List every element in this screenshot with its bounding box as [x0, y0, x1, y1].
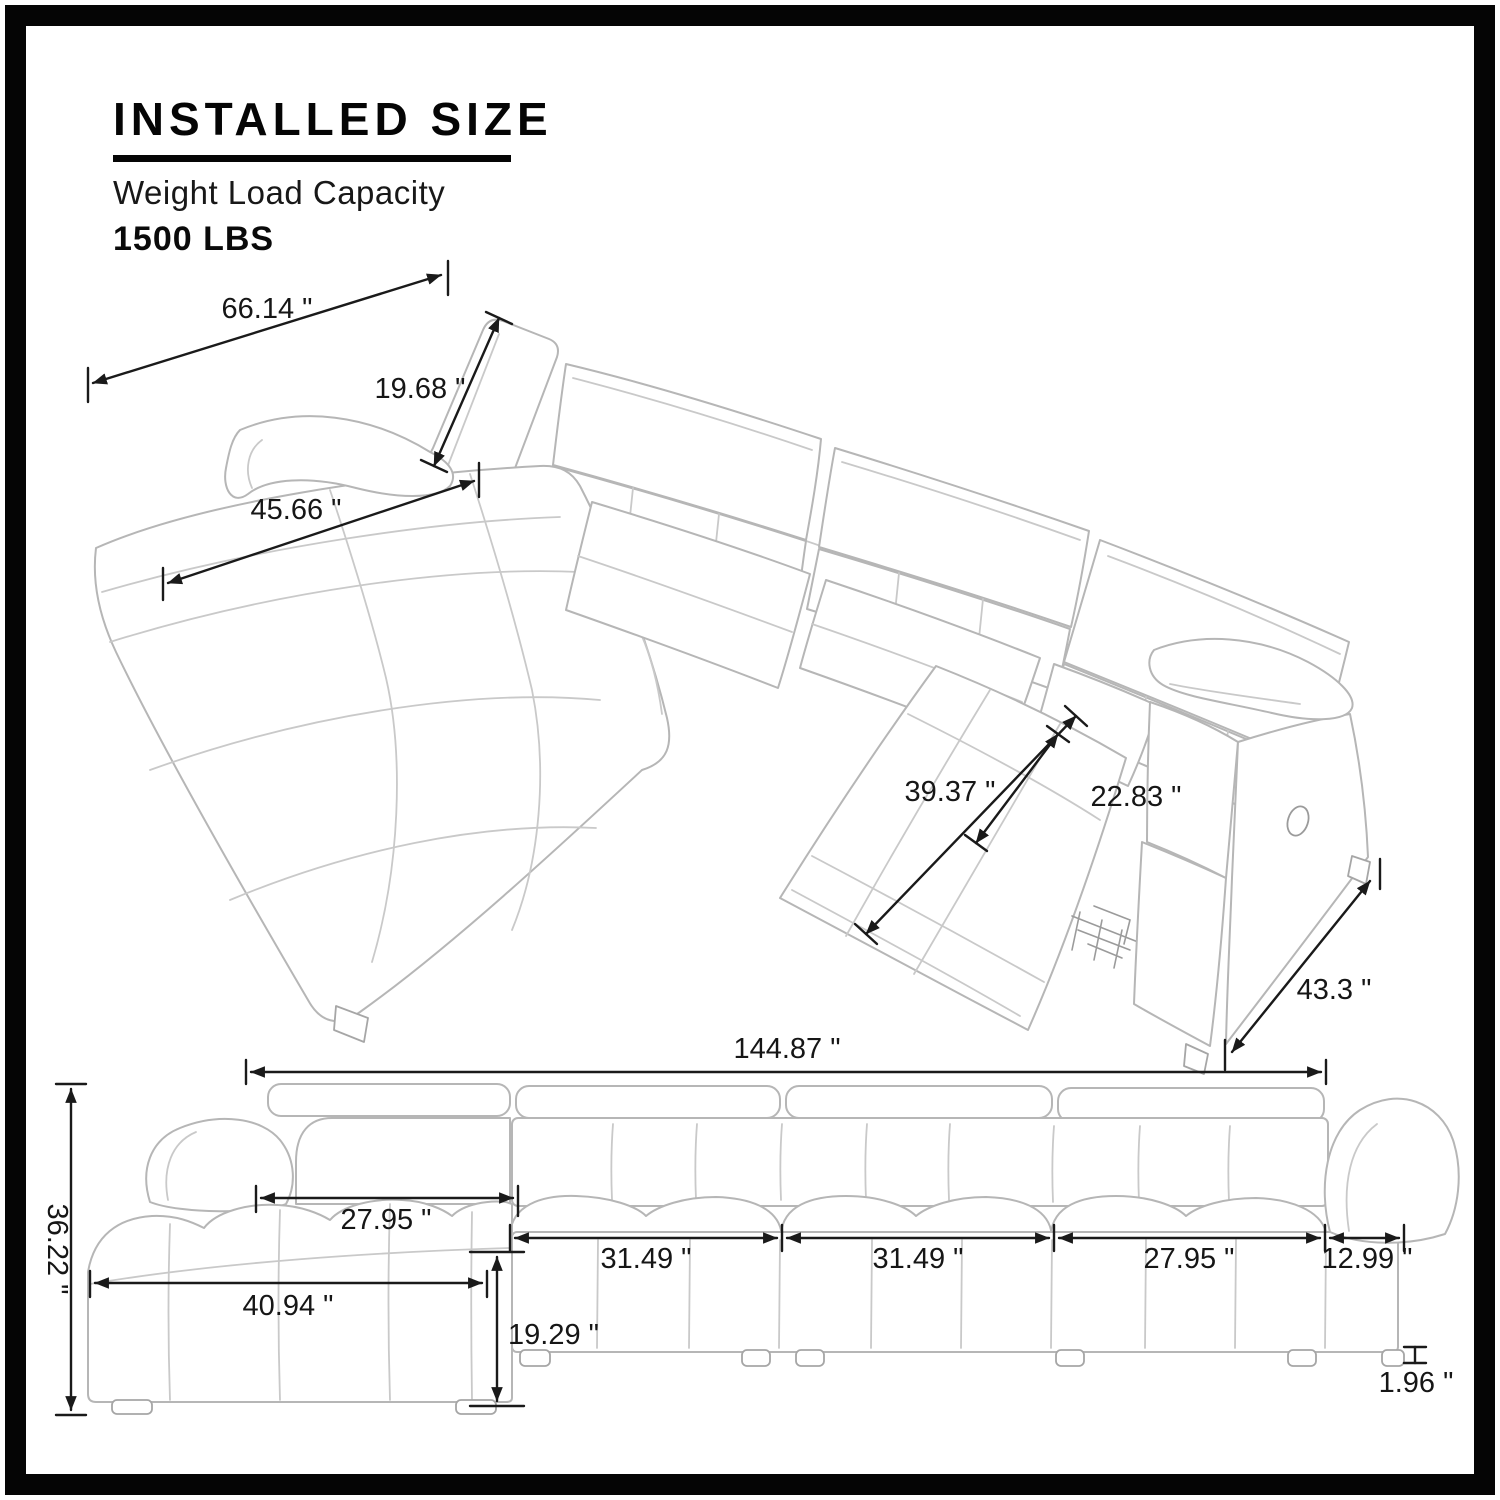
- capacity-value: 1500 LBS: [113, 220, 275, 259]
- dim-label-chaise-length: 45.66 ": [250, 494, 342, 526]
- front-chaise: [88, 1118, 512, 1414]
- dim-label-section-3: 27.95 ": [1143, 1243, 1235, 1275]
- dimension-overall-width-front: [246, 1033, 1326, 1084]
- chaise-top-view: [95, 416, 669, 1042]
- dim-label-chaise-total-width: 40.94 ": [242, 1290, 334, 1322]
- subtitle-weight-load-capacity: Weight Load Capacity: [113, 174, 446, 212]
- dim-label-backrest-height: 19.68 ": [374, 373, 466, 405]
- dim-label-section-2: 31.49 ": [872, 1243, 964, 1275]
- dimension-overall-height: [41, 1084, 86, 1415]
- page-title: INSTALLED SIZE: [113, 93, 553, 145]
- dim-label-section-4: 12.99 ": [1321, 1243, 1413, 1275]
- seat-front-foot: [1184, 1044, 1208, 1074]
- chaise-front-foot: [112, 1400, 152, 1414]
- title-underline: [113, 155, 511, 162]
- front-backrest: [512, 1118, 1328, 1206]
- title-block: [113, 92, 553, 259]
- seat-front-panel: [1134, 842, 1226, 1046]
- dim-label-recliner-length: 39.37 ": [904, 776, 996, 808]
- dim-label-seat-width: 22.83 ": [1090, 781, 1182, 813]
- dim-label-section-1: 31.49 ": [600, 1243, 692, 1275]
- dim-label-chaise-seat-width: 27.95 ": [340, 1204, 432, 1236]
- dim-label-leg-height: 1.96 ": [1378, 1367, 1454, 1399]
- dim-label-overall-width: 144.87 ": [733, 1033, 841, 1065]
- dim-label-total-depth: 43.3 ": [1296, 974, 1372, 1006]
- sofa-perspective-sketch: [95, 320, 1370, 1074]
- front-right-arm: [1325, 1099, 1459, 1243]
- recliner-mechanism: [1072, 906, 1138, 968]
- chaise-foot: [334, 1006, 368, 1042]
- dim-label-seat-height: 19.29 ": [508, 1319, 599, 1351]
- sofa-front-sketch: [88, 1084, 1459, 1414]
- dim-label-total-width-top: 66.14 ": [221, 293, 313, 325]
- dim-label-overall-height: 36.22 ": [41, 1203, 73, 1295]
